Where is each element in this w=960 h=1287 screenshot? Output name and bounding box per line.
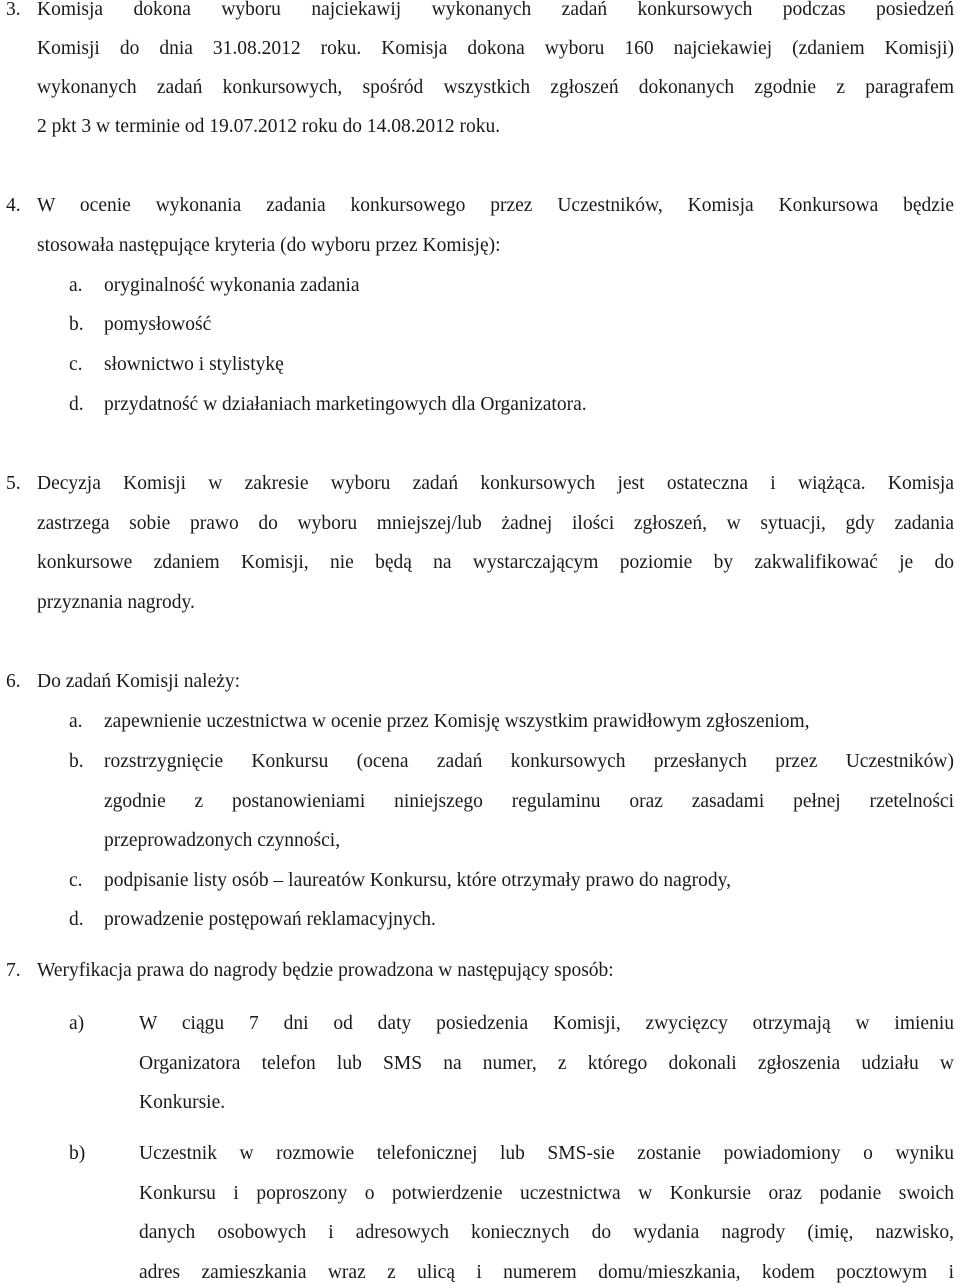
verification-label: b)	[69, 1143, 86, 1164]
criteria-item-b	[0, 311, 960, 339]
criteria-label: d.	[69, 394, 84, 415]
criteria-item-d	[0, 391, 960, 419]
verification-text-continuation: adres zamieszkania wraz z ulicą i numerem domu/mieszkania, kodem pocztowym i	[139, 1262, 954, 1283]
section-6-number: 6.	[6, 671, 21, 692]
section-5-line-1: Decyzja Komisji w zakresie wyboru zadań konkursowych jest ostateczna i wiążąca. Komisja	[37, 473, 954, 494]
verification-item-a	[0, 1010, 960, 1038]
verification-text-continuation: Konkursie.	[139, 1092, 226, 1113]
section-3-line-3: wykonanych zadań konkursowych, spośród wszystkich zgłoszeń dokonanych zgodnie z paragrafem	[37, 77, 954, 98]
criteria-label: c.	[69, 354, 83, 375]
duty-item-b	[0, 748, 960, 776]
section-7-heading: Weryfikacja prawa do nagrody będzie prowadzona w następujący sposób:	[37, 960, 614, 981]
verification-text: W ciągu 7 dni od daty posiedzenia Komisji, zwycięzcy otrzymają w imieniu	[139, 1013, 954, 1034]
section-3-number: 3.	[6, 0, 21, 20]
duty-label: c.	[69, 870, 83, 891]
duty-label: a.	[69, 711, 83, 732]
section-5-line-2: zastrzega sobie prawo do wyboru mniejszej/lub żadnej ilości zgłoszeń, w sytuacji, gdy zadania	[37, 513, 954, 534]
section-6-heading: Do zadań Komisji należy:	[37, 671, 241, 692]
verification-label: a)	[69, 1013, 85, 1034]
duty-text: zapewnienie uczestnictwa w ocenie przez Komisję wszystkim prawidłowym zgłoszeniom,	[104, 711, 810, 732]
section-3-line-1: Komisja dokona wyboru najciekawij wykonanych zadań konkursowych podczas posiedzeń	[37, 0, 954, 20]
criteria-item-a	[0, 272, 960, 300]
section-5-line-3: konkursowe zdaniem Komisji, nie będą na wystarczającym poziomie by zakwalifikować je do	[37, 552, 954, 573]
duty-item-d	[0, 906, 960, 934]
criteria-text: oryginalność wykonania zadania	[104, 275, 360, 296]
verification-text-continuation: Organizatora telefon lub SMS na numer, z którego dokonali zgłoszenia udziału w	[139, 1053, 954, 1074]
section-4-line-1: W ocenie wykonania zadania konkursowego przez Uczestników, Komisja Konkursowa będzie	[37, 195, 954, 216]
section-3-line-2: Komisji do dnia 31.08.2012 roku. Komisja dokona wyboru 160 najciekawiej (zdaniem Komisji)	[37, 38, 954, 59]
verification-text-continuation: danych osobowych i adresowych koniecznych do wydania nagrody (imię, nazwisko,	[139, 1222, 954, 1243]
section-7-number: 7.	[6, 960, 21, 981]
criteria-text: słownictwo i stylistykę	[104, 354, 284, 375]
duty-text: prowadzenie postępowań reklamacyjnych.	[104, 909, 436, 930]
criteria-text: przydatność w działaniach marketingowych dla Organizatora.	[104, 394, 587, 415]
section-4-number: 4.	[6, 195, 21, 216]
criteria-label: a.	[69, 275, 83, 296]
duty-text-continuation: przeprowadzonych czynności,	[104, 830, 341, 851]
duty-label: d.	[69, 909, 84, 930]
section-5-number: 5.	[6, 473, 21, 494]
criteria-text: pomysłowość	[104, 314, 212, 335]
verification-item-b	[0, 1140, 960, 1168]
section-4-line-2: stosowała następujące kryteria (do wyboru przez Komisję):	[37, 235, 501, 256]
section-3-line-4: 2 pkt 3 w terminie od 19.07.2012 roku do 14.08.2012 roku.	[37, 116, 501, 137]
verification-text-continuation: Konkursu i poproszony o potwierdzenie uczestnictwa w Konkursie oraz podanie swoich	[139, 1183, 954, 1204]
duty-item-a	[0, 708, 960, 736]
duty-label: b.	[69, 751, 84, 772]
section-5-line-4: przyznania nagrody.	[37, 592, 195, 613]
duty-text-continuation: zgodnie z postanowieniami niniejszego regulaminu oraz zasadami pełnej rzetelności	[104, 791, 954, 812]
criteria-item-c	[0, 351, 960, 379]
duty-item-c	[0, 867, 960, 895]
duty-text: rozstrzygnięcie Konkursu (ocena zadań konkursowych przesłanych przez Uczestników)	[104, 751, 954, 772]
criteria-label: b.	[69, 314, 84, 335]
duty-text: podpisanie listy osób – laureatów Konkursu, które otrzymały prawo do nagrody,	[104, 870, 731, 891]
verification-text: Uczestnik w rozmowie telefonicznej lub SMS-sie zostanie powiadomiony o wyniku	[139, 1143, 954, 1164]
